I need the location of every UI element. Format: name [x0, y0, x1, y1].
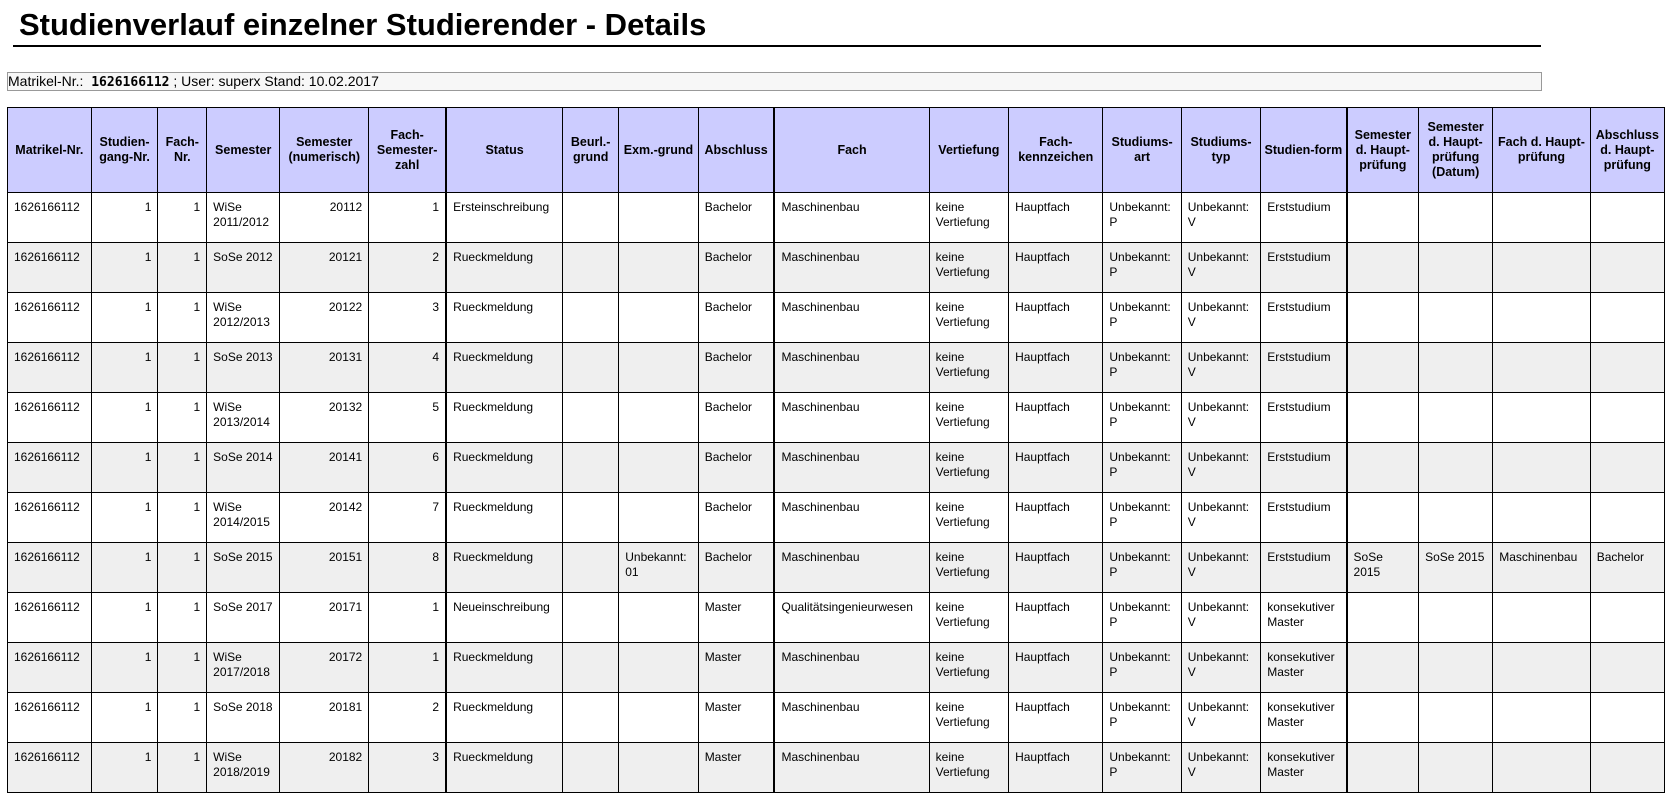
table-row — [8, 693, 1665, 743]
cell-matrikel-nr: 1626166112 — [8, 643, 92, 693]
cell-abschluss-hauptpruefung — [1590, 393, 1664, 443]
cell-semester-hauptpruefung-datum — [1419, 193, 1493, 243]
cell-status: Rueckmeldung — [446, 743, 563, 793]
cell-studienform: Erststudium — [1261, 193, 1347, 243]
cell-fach: Maschinenbau — [774, 293, 929, 343]
cell-semester-hauptpruefung — [1347, 193, 1419, 243]
cell-studienform: Erststudium — [1261, 443, 1347, 493]
table-row — [8, 443, 1665, 493]
cell-semester: SoSe 2013 — [207, 343, 280, 393]
cell-matrikel-nr: 1626166112 — [8, 193, 92, 243]
cell-fach-hauptpruefung — [1493, 243, 1590, 293]
cell-studienform: konsekutiver Master — [1261, 593, 1347, 643]
record-info-bar — [7, 72, 1542, 91]
cell-studiumstyp: Unbekannt: V — [1181, 493, 1260, 543]
table-header-row — [8, 108, 1665, 193]
cell-exm-grund: Unbekannt: 01 — [619, 543, 698, 593]
column-header-semester-hauptpruefung-datum: Semester d. Haupt-prüfung (Datum) — [1419, 108, 1493, 193]
column-header-exm-grund: Exm.-grund — [619, 108, 698, 193]
cell-semester: WiSe 2018/2019 — [207, 743, 280, 793]
cell-fach-kennzeichen: Hauptfach — [1009, 343, 1103, 393]
cell-studiengang-nr: 1 — [91, 643, 158, 693]
cell-vertiefung: keine Vertiefung — [929, 243, 1008, 293]
cell-beurl-grund — [563, 243, 619, 293]
cell-matrikel-nr: 1626166112 — [8, 743, 92, 793]
column-header-studiumstyp: Studiums-typ — [1181, 108, 1260, 193]
column-header-status: Status — [446, 108, 563, 193]
cell-abschluss: Master — [698, 643, 774, 693]
column-header-fach: Fach — [774, 108, 929, 193]
cell-fach-kennzeichen: Hauptfach — [1009, 493, 1103, 543]
cell-fach-semesterzahl: 1 — [369, 593, 446, 643]
cell-semester-numerisch: 20122 — [280, 293, 369, 343]
cell-studienform: Erststudium — [1261, 393, 1347, 443]
cell-studiumstyp: Unbekannt: V — [1181, 643, 1260, 693]
cell-vertiefung: keine Vertiefung — [929, 743, 1008, 793]
cell-abschluss-hauptpruefung — [1590, 443, 1664, 493]
cell-semester-hauptpruefung-datum — [1419, 443, 1493, 493]
cell-abschluss-hauptpruefung — [1590, 643, 1664, 693]
cell-fach: Maschinenbau — [774, 493, 929, 543]
cell-semester: WiSe 2011/2012 — [207, 193, 280, 243]
cell-exm-grund — [619, 693, 698, 743]
cell-fach-kennzeichen: Hauptfach — [1009, 443, 1103, 493]
cell-fach-semesterzahl: 5 — [369, 393, 446, 443]
cell-status: Rueckmeldung — [446, 643, 563, 693]
cell-fach-kennzeichen: Hauptfach — [1009, 593, 1103, 643]
cell-studiumstyp: Unbekannt: V — [1181, 743, 1260, 793]
cell-studiengang-nr: 1 — [91, 293, 158, 343]
cell-beurl-grund — [563, 643, 619, 693]
cell-studiengang-nr: 1 — [91, 743, 158, 793]
cell-fach-nr: 1 — [158, 393, 207, 443]
user-stand-text: ; User: superx Stand: 10.02.2017 — [173, 73, 379, 89]
cell-fach-semesterzahl: 3 — [369, 293, 446, 343]
cell-fach-hauptpruefung — [1493, 743, 1590, 793]
cell-abschluss: Bachelor — [698, 443, 774, 493]
column-header-semester: Semester — [207, 108, 280, 193]
cell-exm-grund — [619, 293, 698, 343]
column-header-fach-nr: Fach-Nr. — [158, 108, 207, 193]
cell-fach-semesterzahl: 8 — [369, 543, 446, 593]
cell-studiengang-nr: 1 — [91, 593, 158, 643]
cell-abschluss-hauptpruefung — [1590, 593, 1664, 643]
cell-beurl-grund — [563, 743, 619, 793]
cell-abschluss: Master — [698, 693, 774, 743]
cell-fach-kennzeichen: Hauptfach — [1009, 293, 1103, 343]
cell-semester-hauptpruefung-datum — [1419, 343, 1493, 393]
cell-abschluss: Master — [698, 593, 774, 643]
cell-abschluss: Bachelor — [698, 543, 774, 593]
cell-vertiefung: keine Vertiefung — [929, 393, 1008, 443]
cell-status: Rueckmeldung — [446, 393, 563, 443]
cell-studiumsart: Unbekannt: P — [1103, 543, 1181, 593]
table-row — [8, 643, 1665, 693]
column-header-semester-numerisch: Semester (numerisch) — [280, 108, 369, 193]
details-table-container — [7, 107, 1665, 779]
cell-studiumsart: Unbekannt: P — [1103, 393, 1181, 443]
cell-fach-kennzeichen: Hauptfach — [1009, 243, 1103, 293]
cell-fach-hauptpruefung — [1493, 193, 1590, 243]
cell-studienform: Erststudium — [1261, 293, 1347, 343]
cell-exm-grund — [619, 343, 698, 393]
cell-vertiefung: keine Vertiefung — [929, 493, 1008, 543]
cell-vertiefung: keine Vertiefung — [929, 693, 1008, 743]
cell-studiumsart: Unbekannt: P — [1103, 693, 1181, 743]
cell-semester-numerisch: 20171 — [280, 593, 369, 643]
cell-fach-nr: 1 — [158, 343, 207, 393]
cell-abschluss: Bachelor — [698, 493, 774, 543]
cell-vertiefung: keine Vertiefung — [929, 543, 1008, 593]
cell-abschluss-hauptpruefung: Bachelor — [1590, 543, 1664, 593]
cell-exm-grund — [619, 393, 698, 443]
cell-fach-hauptpruefung — [1493, 443, 1590, 493]
cell-semester-numerisch: 20112 — [280, 193, 369, 243]
table-row — [8, 293, 1665, 343]
cell-fach-kennzeichen: Hauptfach — [1009, 693, 1103, 743]
cell-studiumsart: Unbekannt: P — [1103, 343, 1181, 393]
cell-semester: SoSe 2017 — [207, 593, 280, 643]
cell-fach-hauptpruefung — [1493, 343, 1590, 393]
cell-beurl-grund — [563, 293, 619, 343]
cell-abschluss-hauptpruefung — [1590, 343, 1664, 393]
cell-status: Rueckmeldung — [446, 543, 563, 593]
cell-abschluss: Bachelor — [698, 343, 774, 393]
title-divider — [13, 45, 1541, 47]
cell-semester-hauptpruefung-datum: SoSe 2015 — [1419, 543, 1493, 593]
cell-semester-hauptpruefung — [1347, 243, 1419, 293]
cell-semester-hauptpruefung — [1347, 643, 1419, 693]
cell-studienform: konsekutiver Master — [1261, 693, 1347, 743]
matrikel-label: Matrikel-Nr.: — [8, 73, 84, 89]
cell-status: Rueckmeldung — [446, 493, 563, 543]
cell-semester-hauptpruefung — [1347, 443, 1419, 493]
cell-fach-nr: 1 — [158, 243, 207, 293]
cell-fach-nr: 1 — [158, 193, 207, 243]
cell-status: Rueckmeldung — [446, 293, 563, 343]
column-header-vertiefung: Vertiefung — [929, 108, 1008, 193]
cell-matrikel-nr: 1626166112 — [8, 693, 92, 743]
cell-beurl-grund — [563, 193, 619, 243]
cell-semester-hauptpruefung-datum — [1419, 643, 1493, 693]
cell-fach-nr: 1 — [158, 593, 207, 643]
cell-beurl-grund — [563, 693, 619, 743]
cell-abschluss-hauptpruefung — [1590, 493, 1664, 543]
column-header-fach-hauptpruefung: Fach d. Haupt-prüfung — [1493, 108, 1590, 193]
cell-semester-hauptpruefung-datum — [1419, 593, 1493, 643]
cell-studiumstyp: Unbekannt: V — [1181, 693, 1260, 743]
cell-semester-hauptpruefung — [1347, 293, 1419, 343]
table-row — [8, 493, 1665, 543]
cell-studiumsart: Unbekannt: P — [1103, 493, 1181, 543]
column-header-studienform: Studien-form — [1261, 108, 1347, 193]
cell-studiumsart: Unbekannt: P — [1103, 743, 1181, 793]
cell-abschluss-hauptpruefung — [1590, 193, 1664, 243]
cell-abschluss-hauptpruefung — [1590, 693, 1664, 743]
cell-fach-semesterzahl: 3 — [369, 743, 446, 793]
cell-semester-numerisch: 20131 — [280, 343, 369, 393]
cell-semester-hauptpruefung — [1347, 693, 1419, 743]
cell-fach-semesterzahl: 2 — [369, 693, 446, 743]
cell-status: Rueckmeldung — [446, 343, 563, 393]
page-title: Studienverlauf einzelner Studierender - Details — [19, 7, 707, 42]
cell-fach-hauptpruefung — [1493, 693, 1590, 743]
cell-status: Ersteinschreibung — [446, 193, 563, 243]
cell-studienform: konsekutiver Master — [1261, 643, 1347, 693]
cell-semester: SoSe 2014 — [207, 443, 280, 493]
matrikel-value: 1626166112 — [91, 75, 170, 90]
cell-semester-hauptpruefung-datum — [1419, 293, 1493, 343]
cell-exm-grund — [619, 643, 698, 693]
cell-studiengang-nr: 1 — [91, 443, 158, 493]
column-header-matrikel-nr: Matrikel-Nr. — [8, 108, 92, 193]
cell-fach-nr: 1 — [158, 693, 207, 743]
cell-studiumsart: Unbekannt: P — [1103, 443, 1181, 493]
cell-matrikel-nr: 1626166112 — [8, 443, 92, 493]
cell-studienform: konsekutiver Master — [1261, 743, 1347, 793]
cell-semester: SoSe 2012 — [207, 243, 280, 293]
cell-studienform: Erststudium — [1261, 493, 1347, 543]
cell-studiumsart: Unbekannt: P — [1103, 643, 1181, 693]
cell-fach: Qualitätsingenieurwesen — [774, 593, 929, 643]
cell-exm-grund — [619, 193, 698, 243]
cell-fach-nr: 1 — [158, 293, 207, 343]
cell-semester-hauptpruefung — [1347, 393, 1419, 443]
cell-exm-grund — [619, 243, 698, 293]
cell-studiengang-nr: 1 — [91, 493, 158, 543]
cell-matrikel-nr: 1626166112 — [8, 393, 92, 443]
cell-studiumstyp: Unbekannt: V — [1181, 543, 1260, 593]
cell-semester-hauptpruefung — [1347, 743, 1419, 793]
cell-studiumstyp: Unbekannt: V — [1181, 443, 1260, 493]
cell-semester-hauptpruefung — [1347, 343, 1419, 393]
cell-status: Rueckmeldung — [446, 243, 563, 293]
cell-studiumsart: Unbekannt: P — [1103, 593, 1181, 643]
table-row — [8, 393, 1665, 443]
cell-fach-nr: 1 — [158, 543, 207, 593]
cell-semester: SoSe 2015 — [207, 543, 280, 593]
cell-fach-nr: 1 — [158, 443, 207, 493]
cell-fach: Maschinenbau — [774, 693, 929, 743]
table-row — [8, 543, 1665, 593]
column-header-beurl-grund: Beurl.-grund — [563, 108, 619, 193]
cell-fach-kennzeichen: Hauptfach — [1009, 193, 1103, 243]
table-row — [8, 593, 1665, 643]
cell-fach-semesterzahl: 1 — [369, 193, 446, 243]
cell-fach-nr: 1 — [158, 643, 207, 693]
cell-abschluss: Bachelor — [698, 193, 774, 243]
table-row — [8, 243, 1665, 293]
cell-matrikel-nr: 1626166112 — [8, 293, 92, 343]
cell-fach-hauptpruefung — [1493, 393, 1590, 443]
cell-abschluss-hauptpruefung — [1590, 293, 1664, 343]
cell-semester-hauptpruefung — [1347, 593, 1419, 643]
cell-semester-hauptpruefung-datum — [1419, 243, 1493, 293]
cell-abschluss-hauptpruefung — [1590, 743, 1664, 793]
cell-studiumstyp: Unbekannt: V — [1181, 293, 1260, 343]
cell-studiumstyp: Unbekannt: V — [1181, 343, 1260, 393]
cell-fach-kennzeichen: Hauptfach — [1009, 543, 1103, 593]
cell-vertiefung: keine Vertiefung — [929, 293, 1008, 343]
table-row — [8, 343, 1665, 393]
cell-matrikel-nr: 1626166112 — [8, 243, 92, 293]
cell-semester-numerisch: 20121 — [280, 243, 369, 293]
cell-status: Rueckmeldung — [446, 443, 563, 493]
cell-exm-grund — [619, 593, 698, 643]
cell-semester: WiSe 2012/2013 — [207, 293, 280, 343]
cell-fach-kennzeichen: Hauptfach — [1009, 643, 1103, 693]
cell-fach-semesterzahl: 6 — [369, 443, 446, 493]
cell-matrikel-nr: 1626166112 — [8, 343, 92, 393]
cell-vertiefung: keine Vertiefung — [929, 193, 1008, 243]
cell-fach: Maschinenbau — [774, 243, 929, 293]
column-header-studiumsart: Studiums-art — [1103, 108, 1181, 193]
cell-abschluss: Bachelor — [698, 243, 774, 293]
cell-studiumstyp: Unbekannt: V — [1181, 593, 1260, 643]
cell-vertiefung: keine Vertiefung — [929, 593, 1008, 643]
table-body — [8, 193, 1665, 793]
cell-fach: Maschinenbau — [774, 343, 929, 393]
cell-semester: WiSe 2014/2015 — [207, 493, 280, 543]
cell-studiumsart: Unbekannt: P — [1103, 243, 1181, 293]
cell-fach-hauptpruefung — [1493, 293, 1590, 343]
cell-fach: Maschinenbau — [774, 743, 929, 793]
cell-fach-nr: 1 — [158, 743, 207, 793]
cell-semester-hauptpruefung-datum — [1419, 693, 1493, 743]
cell-semester-hauptpruefung: SoSe 2015 — [1347, 543, 1419, 593]
cell-semester: WiSe 2017/2018 — [207, 643, 280, 693]
cell-fach: Maschinenbau — [774, 443, 929, 493]
cell-fach: Maschinenbau — [774, 543, 929, 593]
cell-semester-numerisch: 20132 — [280, 393, 369, 443]
cell-semester-numerisch: 20141 — [280, 443, 369, 493]
cell-studiumstyp: Unbekannt: V — [1181, 243, 1260, 293]
cell-fach-kennzeichen: Hauptfach — [1009, 743, 1103, 793]
cell-fach-semesterzahl: 2 — [369, 243, 446, 293]
cell-beurl-grund — [563, 343, 619, 393]
cell-vertiefung: keine Vertiefung — [929, 343, 1008, 393]
cell-abschluss-hauptpruefung — [1590, 243, 1664, 293]
cell-studiengang-nr: 1 — [91, 543, 158, 593]
column-header-abschluss: Abschluss — [698, 108, 774, 193]
column-header-semester-hauptpruefung: Semester d. Haupt-prüfung — [1347, 108, 1419, 193]
cell-studiumstyp: Unbekannt: V — [1181, 193, 1260, 243]
cell-beurl-grund — [563, 443, 619, 493]
cell-status: Rueckmeldung — [446, 693, 563, 743]
table-row — [8, 743, 1665, 793]
cell-semester-hauptpruefung-datum — [1419, 743, 1493, 793]
cell-semester-hauptpruefung-datum — [1419, 393, 1493, 443]
cell-fach-hauptpruefung — [1493, 643, 1590, 693]
cell-semester-numerisch: 20142 — [280, 493, 369, 543]
cell-semester-hauptpruefung — [1347, 493, 1419, 543]
cell-studiengang-nr: 1 — [91, 193, 158, 243]
cell-fach-nr: 1 — [158, 493, 207, 543]
cell-studienform: Erststudium — [1261, 243, 1347, 293]
cell-beurl-grund — [563, 543, 619, 593]
cell-semester: WiSe 2013/2014 — [207, 393, 280, 443]
cell-studiumstyp: Unbekannt: V — [1181, 393, 1260, 443]
column-header-fach-kennzeichen: Fach-kennzeichen — [1009, 108, 1103, 193]
cell-semester: SoSe 2018 — [207, 693, 280, 743]
cell-matrikel-nr: 1626166112 — [8, 593, 92, 643]
cell-exm-grund — [619, 743, 698, 793]
cell-fach: Maschinenbau — [774, 643, 929, 693]
cell-vertiefung: keine Vertiefung — [929, 443, 1008, 493]
cell-studiumsart: Unbekannt: P — [1103, 293, 1181, 343]
cell-semester-numerisch: 20181 — [280, 693, 369, 743]
cell-studiengang-nr: 1 — [91, 343, 158, 393]
cell-beurl-grund — [563, 493, 619, 543]
cell-abschluss: Master — [698, 743, 774, 793]
cell-exm-grund — [619, 443, 698, 493]
cell-matrikel-nr: 1626166112 — [8, 543, 92, 593]
cell-exm-grund — [619, 493, 698, 543]
cell-studiengang-nr: 1 — [91, 393, 158, 443]
column-header-fach-semesterzahl: Fach-Semester-zahl — [369, 108, 446, 193]
cell-fach-semesterzahl: 1 — [369, 643, 446, 693]
cell-fach-semesterzahl: 4 — [369, 343, 446, 393]
cell-abschluss: Bachelor — [698, 293, 774, 343]
cell-vertiefung: keine Vertiefung — [929, 643, 1008, 693]
cell-beurl-grund — [563, 393, 619, 443]
cell-semester-numerisch: 20172 — [280, 643, 369, 693]
cell-fach-kennzeichen: Hauptfach — [1009, 393, 1103, 443]
column-header-studiengang-nr: Studien-gang-Nr. — [91, 108, 158, 193]
cell-fach: Maschinenbau — [774, 393, 929, 443]
cell-fach-hauptpruefung — [1493, 493, 1590, 543]
cell-semester-numerisch: 20151 — [280, 543, 369, 593]
cell-studienform: Erststudium — [1261, 343, 1347, 393]
cell-studiumsart: Unbekannt: P — [1103, 193, 1181, 243]
cell-studiengang-nr: 1 — [91, 693, 158, 743]
cell-semester-numerisch: 20182 — [280, 743, 369, 793]
cell-fach: Maschinenbau — [774, 193, 929, 243]
cell-fach-semesterzahl: 7 — [369, 493, 446, 543]
cell-matrikel-nr: 1626166112 — [8, 493, 92, 543]
table-row — [8, 193, 1665, 243]
cell-fach-hauptpruefung — [1493, 593, 1590, 643]
cell-abschluss: Bachelor — [698, 393, 774, 443]
cell-semester-hauptpruefung-datum — [1419, 493, 1493, 543]
column-header-abschluss-hauptpruefung: Abschluss d. Haupt-prüfung — [1590, 108, 1664, 193]
cell-fach-hauptpruefung: Maschinenbau — [1493, 543, 1590, 593]
details-table — [7, 107, 1665, 793]
cell-studienform: Erststudium — [1261, 543, 1347, 593]
cell-status: Neueinschreibung — [446, 593, 563, 643]
cell-studiengang-nr: 1 — [91, 243, 158, 293]
cell-beurl-grund — [563, 593, 619, 643]
